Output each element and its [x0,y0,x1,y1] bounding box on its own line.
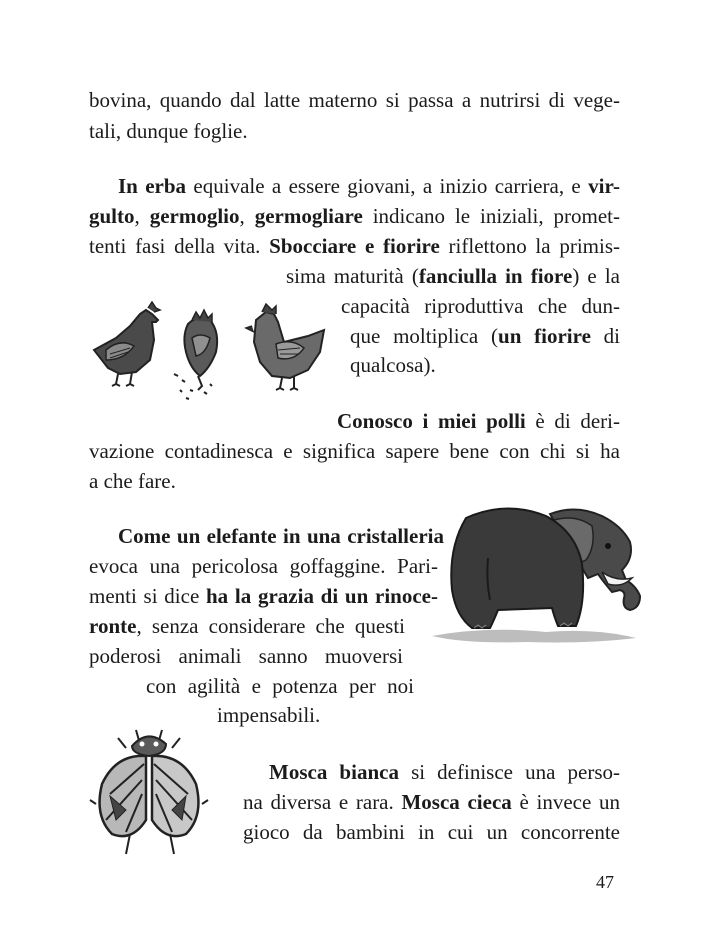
text-run: vazione contadinesca e significa sapere bene con chi si ha [89,439,620,463]
text-line [89,117,248,145]
text-line [89,467,176,495]
text-line [217,701,320,729]
bold-phrase: Mosca cieca [401,790,512,814]
text-run: gioco da bambini in cui un concorrente [243,820,620,844]
bold-phrase: Sbocciare e fiorire [269,234,440,258]
chicken-icon [94,302,160,386]
chicken-icon [174,310,217,399]
chickens-illustration [86,298,332,406]
text-run: capacità riproduttiva che dun- [341,294,620,318]
bold-phrase: un fiorire [498,324,591,348]
text-line [89,86,620,114]
text-line [146,672,414,700]
bold-phrase: In erba [118,174,187,198]
bold-phrase: germoglio [149,204,240,228]
bold-phrase: Mosca bianca [269,760,399,784]
elephant-illustration [426,498,652,648]
text-line [89,552,438,580]
text-line [243,818,620,846]
text-line [337,407,620,435]
text-run: na diversa e rara. [243,790,402,814]
fly-illustration [86,724,212,864]
bold-phrase: Come un elefante in una cristalleria [118,524,444,548]
text-run: , senza considerare che questi [136,614,405,638]
text-run: menti si dice [89,584,206,608]
bold-phrase: gulto [89,204,135,228]
chicken-icon [246,304,324,390]
text-run: qualcosa). [350,353,436,377]
text-run: , [134,204,150,228]
text-run: con agilità e potenza per noi [146,674,414,698]
bold-phrase: fanciulla in fiore [418,264,573,288]
text-run: si definisce una perso- [398,760,621,784]
bold-phrase: ha la grazia di un rinoce- [206,584,438,608]
text-line [243,788,620,816]
text-line [89,202,620,230]
bold-phrase: germogliare [254,204,363,228]
text-run: equivale a essere giovani, a inizio carriera, e [186,174,589,198]
text-line [118,522,444,550]
text-line [118,172,620,200]
text-run: tali, dunque foglie. [89,119,248,143]
text-run: ) e la [572,264,620,288]
text-line [350,322,620,350]
text-line [269,758,620,786]
text-run: tenti fasi della vita. [89,234,270,258]
text-run: riflettono la primis- [439,234,620,258]
text-line [89,582,438,610]
text-line [89,642,403,670]
text-run: poderosi animali sanno muoversi [89,644,403,668]
text-run: è invece un [511,790,620,814]
text-run: bovina, quando dal latte materno si passa a nutrirsi di vege- [89,88,620,112]
text-run: a che fare. [89,469,176,493]
text-run: di [590,324,620,348]
bold-phrase: vir- [588,174,620,198]
text-run: sima maturità ( [286,264,419,288]
text-line [89,612,405,640]
text-line [286,262,620,290]
text-line [89,232,620,260]
text-run: evoca una pericolosa goffaggine. Pari- [89,554,438,578]
page-number: 47 [596,872,614,892]
text-run: que moltiplica ( [350,324,499,348]
text-run: indicano le iniziali, promet- [362,204,621,228]
bold-phrase: ronte [89,614,137,638]
bold-phrase: Conosco i miei polli [337,409,526,433]
text-run: impensabili. [217,703,321,727]
text-line [341,292,620,320]
text-line [350,351,436,379]
text-run: è di deri- [525,409,621,433]
text-run: , [239,204,255,228]
text-line [89,437,620,465]
